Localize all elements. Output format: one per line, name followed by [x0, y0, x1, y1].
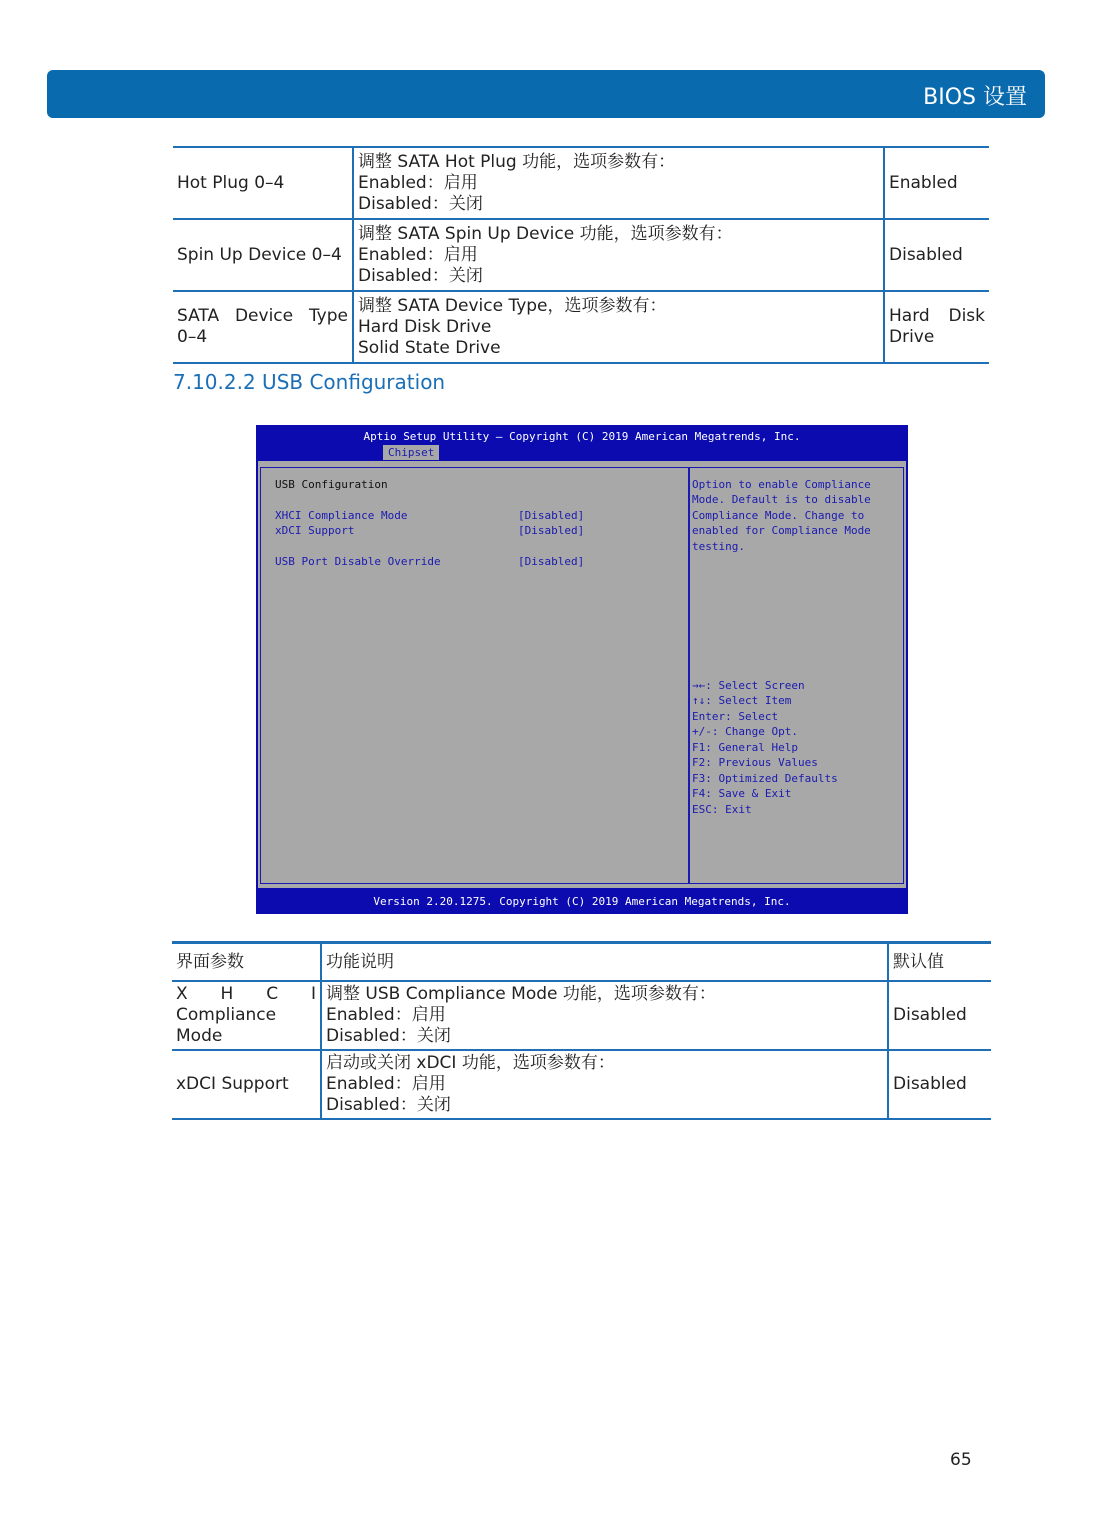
- param-name-text: Hot Plug 0–4: [177, 172, 285, 193]
- default-value: Disabled: [893, 1074, 967, 1094]
- bios-key-help: F4: Save & Exit: [692, 787, 792, 800]
- bios-key-help: F3: Optimized Defaults: [692, 772, 838, 785]
- param-default: [888, 981, 991, 1050]
- description-line: Disabled：关闭: [326, 1026, 451, 1046]
- param-description: [321, 981, 888, 1050]
- description-line: Disabled：关闭: [358, 193, 483, 214]
- bios-tab-chipset: Chipset: [383, 445, 439, 460]
- bios-item-value: [Disabled]: [518, 524, 585, 537]
- param-name-text: xDCI Support: [176, 1074, 289, 1094]
- bios-item-label: USB Port Disable Override: [275, 555, 441, 568]
- default-value: Disabled: [889, 244, 963, 265]
- param-description: [353, 147, 884, 219]
- description-line: Hard Disk Drive: [358, 316, 492, 337]
- default-value: Drive: [889, 327, 935, 347]
- bios-help-line: Option to enable Compliance: [692, 478, 871, 491]
- description-line: Disabled：关闭: [326, 1095, 451, 1115]
- bios-key-help: +/-: Change Opt.: [692, 725, 798, 738]
- description-line: Enabled：启用: [358, 172, 478, 193]
- page-number: 65: [950, 1450, 972, 1470]
- description-line: Enabled：启用: [326, 1074, 446, 1094]
- table-row: [173, 291, 989, 363]
- table-row: [172, 981, 991, 1050]
- param-name: [173, 291, 353, 363]
- description-line: 调整 USB Compliance Mode 功能，选项参数有：: [326, 984, 716, 1004]
- bios-item-label: XHCI Compliance Mode: [275, 509, 408, 522]
- param-name: [172, 1050, 321, 1119]
- header-bar: [47, 70, 1045, 118]
- table-row: [172, 1050, 991, 1119]
- usb-parameter-table: [172, 941, 991, 1120]
- param-description: [353, 219, 884, 291]
- description-line: Enabled：启用: [326, 1005, 446, 1025]
- bios-help-line: Mode. Default is to disable: [692, 493, 871, 506]
- description-line: Enabled：启用: [358, 244, 478, 265]
- description-line: 启动或关闭 xDCI 功能，选项参数有：: [326, 1053, 615, 1073]
- param-name: [173, 219, 353, 291]
- param-default: [888, 1050, 991, 1119]
- bios-key-help: Enter: Select: [692, 710, 779, 723]
- bios-section-title: USB Configuration: [275, 478, 388, 491]
- bios-footer: Version 2.20.1275. Copyright (C) 2019 American Megatrends, Inc.: [373, 895, 791, 908]
- default-value: Enabled: [889, 172, 958, 193]
- default-value: Disabled: [893, 1005, 967, 1025]
- bios-key-help: F1: General Help: [692, 741, 798, 754]
- table-row: [173, 219, 989, 291]
- column-header: 界面参数: [172, 943, 321, 982]
- table-header-row: [172, 943, 991, 982]
- param-name-text: Mode: [176, 1026, 223, 1046]
- description-line: 调整 SATA Hot Plug 功能，选项参数有：: [358, 151, 676, 172]
- bios-screenshot: [256, 425, 908, 914]
- sata-parameter-table: [173, 146, 989, 364]
- header-title: BIOS 设置: [923, 85, 1027, 110]
- param-default: [884, 219, 989, 291]
- param-name-text: Compliance: [176, 1005, 277, 1025]
- param-name: [172, 981, 321, 1050]
- bios-title: Aptio Setup Utility – Copyright (C) 2019 American Megatrends, Inc.: [363, 430, 801, 443]
- bios-help-line: testing.: [692, 540, 745, 553]
- bios-body: [258, 461, 906, 888]
- bios-item-label: xDCI Support: [275, 524, 355, 537]
- section-heading: 7.10.2.2 USB Configuration: [173, 370, 446, 394]
- table-row: [173, 147, 989, 219]
- bios-item-value: [Disabled]: [518, 555, 585, 568]
- bios-help-line: enabled for Compliance Mode: [692, 524, 871, 537]
- bios-key-help: ESC: Exit: [692, 803, 752, 816]
- column-header: 功能说明: [321, 943, 888, 982]
- param-name-text: Spin Up Device 0–4: [177, 244, 342, 265]
- bios-help-line: Compliance Mode. Change to: [692, 509, 865, 522]
- param-description: [321, 1050, 888, 1119]
- bios-key-help: →←: Select Screen: [692, 679, 805, 692]
- description-line: 调整 SATA Device Type，选项参数有：: [358, 295, 667, 316]
- bios-divider: [688, 467, 690, 884]
- param-default: [884, 147, 989, 219]
- description-line: 调整 SATA Spin Up Device 功能，选项参数有：: [358, 223, 733, 244]
- description-line: Solid State Drive: [358, 337, 501, 358]
- param-default: [884, 291, 989, 363]
- param-name: [173, 147, 353, 219]
- description-line: Disabled：关闭: [358, 265, 483, 286]
- param-name-text: SATA Device Type: [177, 306, 348, 326]
- bios-item-value: [Disabled]: [518, 509, 585, 522]
- column-header: 默认值: [888, 943, 991, 982]
- bios-key-help: ↑↓: Select Item: [692, 694, 792, 707]
- param-name-text: 0–4: [177, 327, 208, 347]
- param-description: [353, 291, 884, 363]
- default-value: Hard Disk: [889, 306, 985, 326]
- bios-key-help: F2: Previous Values: [692, 756, 818, 769]
- param-name-text: X H C I: [176, 984, 316, 1004]
